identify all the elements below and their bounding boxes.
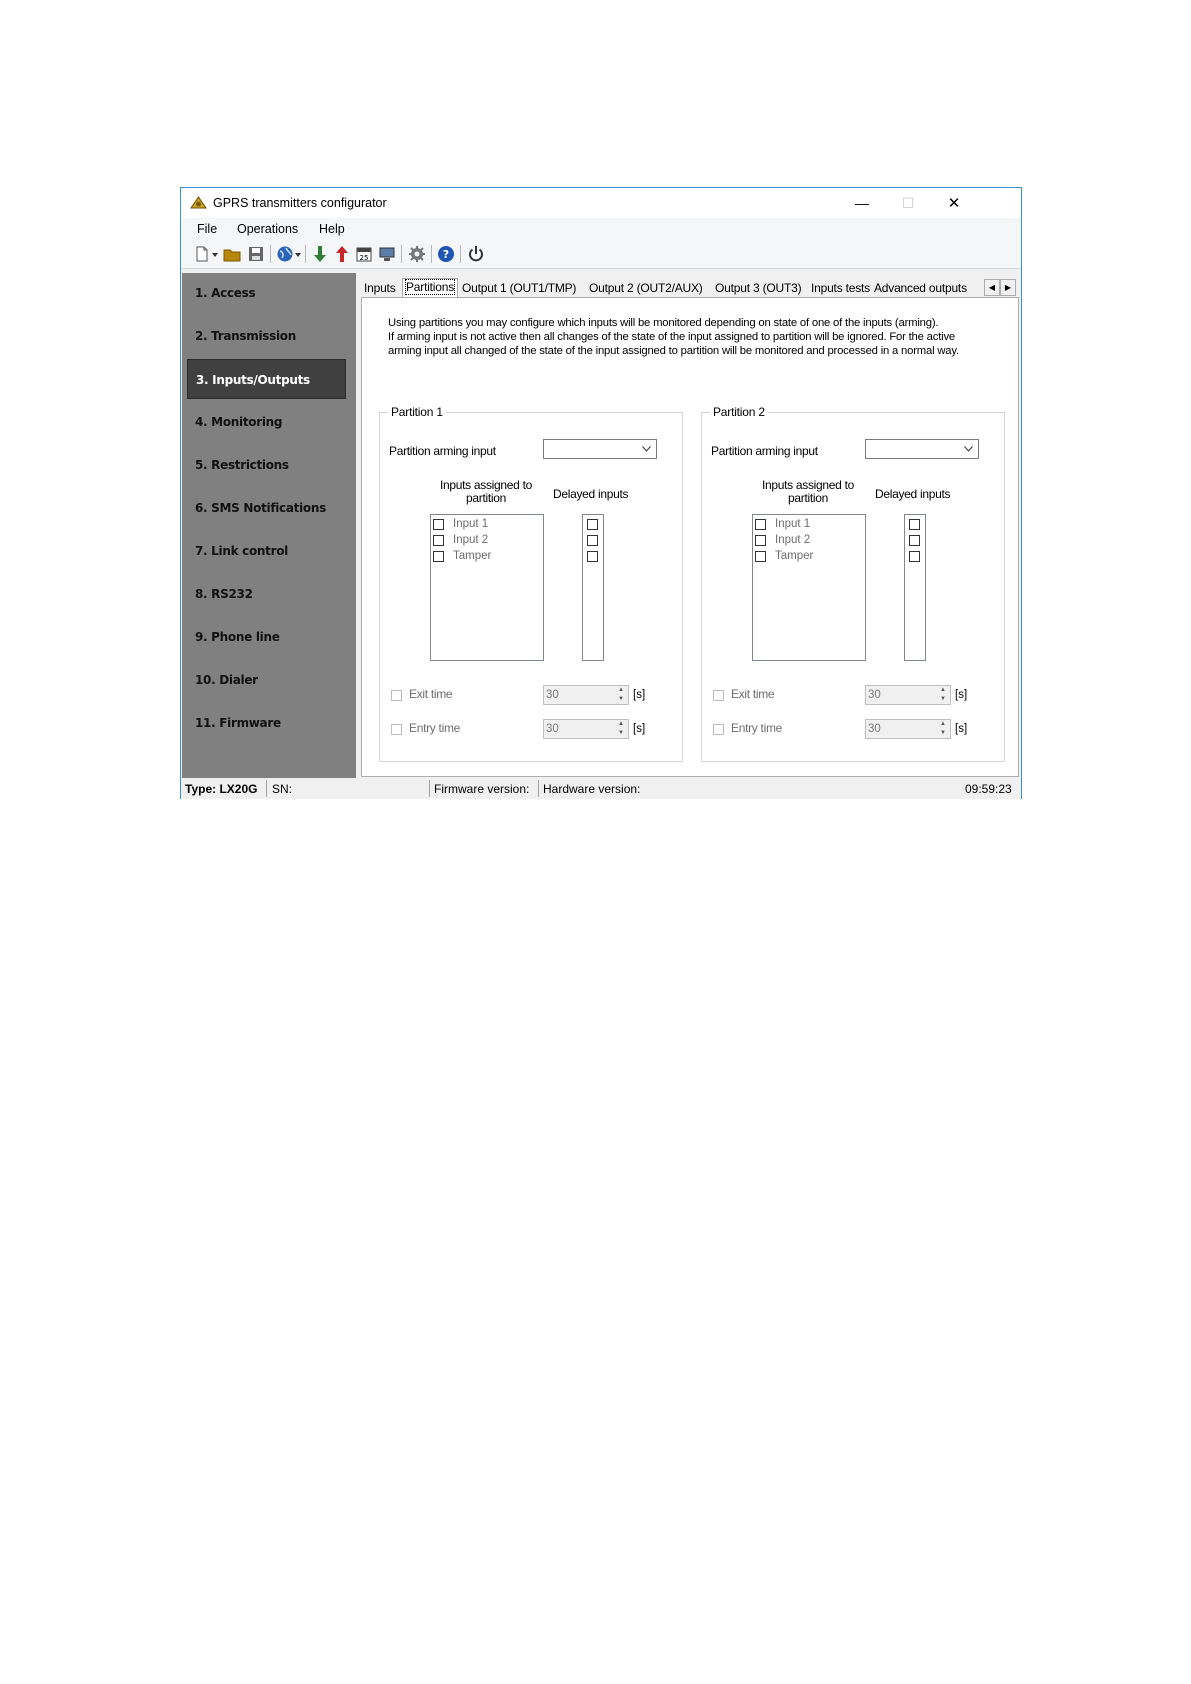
- list-item[interactable]: Input 1: [433, 517, 488, 532]
- status-sn: SN:: [272, 782, 293, 796]
- partition-2-entry-time-checkbox[interactable]: [713, 724, 724, 735]
- description-line-1: Using partitions you may configure which inputs will be monitored depending on state of one of the inputs (arming).: [388, 317, 939, 329]
- open-folder-icon[interactable]: [223, 245, 241, 263]
- partition-1-title: Partition 1: [388, 405, 446, 419]
- status-type: Type: LX20G: [185, 782, 258, 796]
- sidebar-item-transmission[interactable]: 2. Transmission: [195, 329, 296, 343]
- partitions-page: [361, 297, 1019, 777]
- close-button[interactable]: ✕: [947, 195, 961, 212]
- partition-2-tamper-checkbox[interactable]: [755, 551, 766, 562]
- tab-strip: [359, 278, 1019, 298]
- minimize-button[interactable]: —: [855, 195, 869, 211]
- partition-2-group: [701, 405, 1005, 762]
- sidebar-item-rs232[interactable]: 8. RS232: [195, 587, 253, 601]
- menu-bar: [181, 218, 1021, 240]
- sidebar-item-inputs-outputs[interactable]: 3. Inputs/Outputs: [187, 359, 346, 399]
- partition-2-arming-label: Partition arming input: [711, 444, 818, 458]
- partition-1-delayed-input-1-checkbox[interactable]: [587, 519, 598, 530]
- list-item[interactable]: Input 2: [433, 533, 488, 548]
- toolbar: [181, 240, 1021, 269]
- sidebar-item-phone-line[interactable]: 9. Phone line: [195, 630, 280, 644]
- sidebar-item-monitoring[interactable]: 4. Monitoring: [195, 415, 283, 429]
- partition-2-assigned-list[interactable]: [752, 514, 866, 661]
- spin-arrows-icon[interactable]: ▲ ▼: [618, 721, 624, 736]
- partition-2-input-2-checkbox[interactable]: [755, 535, 766, 546]
- partition-1-arming-select[interactable]: [543, 439, 657, 459]
- list-item[interactable]: Input 1: [755, 517, 810, 532]
- partition-1-arming-label: Partition arming input: [389, 444, 496, 458]
- globe-icon[interactable]: [276, 245, 294, 263]
- maximize-button[interactable]: ☐: [901, 194, 915, 211]
- tab-scroll-left-icon[interactable]: ◀: [984, 279, 1000, 296]
- partition-1-exit-time-checkbox[interactable]: [391, 690, 402, 701]
- partition-2-exit-time-input[interactable]: 30 ▲ ▼: [865, 685, 951, 705]
- status-firmware: Firmware version:: [434, 782, 530, 796]
- partition-1-input-2-checkbox[interactable]: [433, 535, 444, 546]
- power-icon[interactable]: [467, 245, 485, 263]
- tab-partitions-label: Partitions: [406, 280, 455, 294]
- menu-operations[interactable]: Operations: [237, 222, 299, 236]
- window-title: GPRS transmitters configurator: [213, 196, 387, 210]
- partition-2-input-1-checkbox[interactable]: [755, 519, 766, 530]
- spin-arrows-icon[interactable]: ▲ ▼: [940, 721, 946, 736]
- svg-text:25: 25: [359, 254, 369, 262]
- partition-1-exit-unit: [s]: [633, 689, 646, 701]
- tab-output-1[interactable]: Output 1 (OUT1/TMP): [462, 281, 577, 295]
- tab-output-2[interactable]: Output 2 (OUT2/AUX): [589, 281, 703, 295]
- description: [388, 316, 1008, 358]
- app-window: [180, 187, 1022, 799]
- globe-dropdown-icon[interactable]: [295, 253, 301, 257]
- partition-1-input-1-checkbox[interactable]: [433, 519, 444, 530]
- spin-arrows-icon[interactable]: ▲ ▼: [940, 687, 946, 702]
- partition-2-arming-select[interactable]: [865, 439, 979, 459]
- calendar-icon[interactable]: [355, 245, 373, 263]
- status-hardware: Hardware version:: [543, 782, 641, 796]
- list-item[interactable]: Tamper: [755, 549, 813, 564]
- partition-1-delayed-input-2-checkbox[interactable]: [587, 535, 598, 546]
- sidebar-item-restrictions[interactable]: 5. Restrictions: [195, 458, 289, 472]
- spin-arrows-icon[interactable]: ▲ ▼: [618, 687, 624, 702]
- new-icon[interactable]: [193, 245, 211, 263]
- description-line-2: If arming input is not active then all changes of the state of the input assigned to partition will be ignored. For the active: [388, 331, 955, 343]
- save-icon[interactable]: [247, 245, 265, 263]
- monitor-icon[interactable]: [378, 245, 396, 263]
- partition-1-group: [379, 405, 683, 762]
- partition-1-delayed-list[interactable]: [582, 514, 604, 661]
- status-time: 09:59:23: [965, 782, 1012, 796]
- sidebar-item-sms-notifications[interactable]: 6. SMS Notifications: [195, 501, 326, 515]
- list-item[interactable]: Tamper: [433, 549, 491, 564]
- partition-1-entry-unit: [s]: [633, 723, 646, 735]
- tab-partitions[interactable]: [402, 278, 458, 298]
- sidebar: [182, 273, 356, 778]
- partition-1-exit-time-input[interactable]: 30 ▲ ▼: [543, 685, 629, 705]
- tab-output-3[interactable]: Output 3 (OUT3): [715, 281, 802, 295]
- download-icon[interactable]: [311, 245, 329, 263]
- partition-2-delayed-input-1-checkbox[interactable]: [909, 519, 920, 530]
- partition-2-delayed-header: Delayed inputs: [875, 487, 951, 501]
- partition-2-delayed-list[interactable]: [904, 514, 926, 661]
- tab-inputs[interactable]: Inputs: [364, 281, 396, 295]
- new-dropdown-icon[interactable]: [212, 253, 218, 257]
- partition-1-tamper-checkbox[interactable]: [433, 551, 444, 562]
- tab-inputs-tests[interactable]: Inputs tests: [811, 281, 870, 295]
- partition-2-entry-time-label: Entry time: [731, 721, 783, 735]
- sidebar-item-firmware[interactable]: 11. Firmware: [195, 716, 281, 730]
- title-bar[interactable]: [181, 188, 1021, 218]
- chevron-down-icon: [964, 446, 973, 452]
- list-item[interactable]: Input 2: [755, 533, 810, 548]
- partition-2-title: Partition 2: [710, 405, 768, 419]
- partition-2-delayed-tamper-checkbox[interactable]: [909, 551, 920, 562]
- menu-file[interactable]: File: [197, 222, 218, 236]
- settings-icon[interactable]: [408, 245, 426, 263]
- tab-advanced-outputs[interactable]: Advanced outputs: [874, 281, 967, 295]
- description-line-3: arming input all changed of the state of the input assigned to partition will be monitored and processed in a normal way.: [388, 345, 959, 357]
- status-bar: [181, 778, 1021, 799]
- partition-2-assigned-header: Inputs assigned to partition: [761, 478, 854, 505]
- chevron-down-icon: [642, 446, 651, 452]
- upload-icon[interactable]: [333, 245, 351, 263]
- help-icon[interactable]: [437, 245, 455, 263]
- sidebar-item-link-control[interactable]: 7. Link control: [195, 544, 288, 558]
- menu-help[interactable]: Help: [319, 222, 345, 236]
- partition-2-delayed-input-2-checkbox[interactable]: [909, 535, 920, 546]
- app-logo-icon: [190, 195, 207, 210]
- partition-2-entry-time-input[interactable]: 30 ▲ ▼: [865, 719, 951, 739]
- sidebar-item-access[interactable]: 1. Access: [195, 286, 256, 300]
- svg-text:?: ?: [442, 248, 450, 261]
- tab-scroll-right-icon[interactable]: ▶: [1000, 279, 1016, 296]
- partition-2-entry-unit: [s]: [955, 723, 968, 735]
- partition-2-exit-unit: [s]: [955, 689, 968, 701]
- partition-1-delayed-tamper-checkbox[interactable]: [587, 551, 598, 562]
- partition-1-assigned-header: Inputs assigned to partition: [439, 478, 532, 505]
- partition-1-entry-time-input[interactable]: 30 ▲ ▼: [543, 719, 629, 739]
- partition-1-exit-time-label: Exit time: [409, 687, 453, 701]
- sidebar-item-dialer[interactable]: 10. Dialer: [195, 673, 258, 687]
- partition-1-entry-time-label: Entry time: [409, 721, 461, 735]
- partition-1-entry-time-checkbox[interactable]: [391, 724, 402, 735]
- partition-1-assigned-list[interactable]: [430, 514, 544, 661]
- partition-2-exit-time-label: Exit time: [731, 687, 775, 701]
- partition-2-exit-time-checkbox[interactable]: [713, 690, 724, 701]
- partition-1-delayed-header: Delayed inputs: [553, 487, 629, 501]
